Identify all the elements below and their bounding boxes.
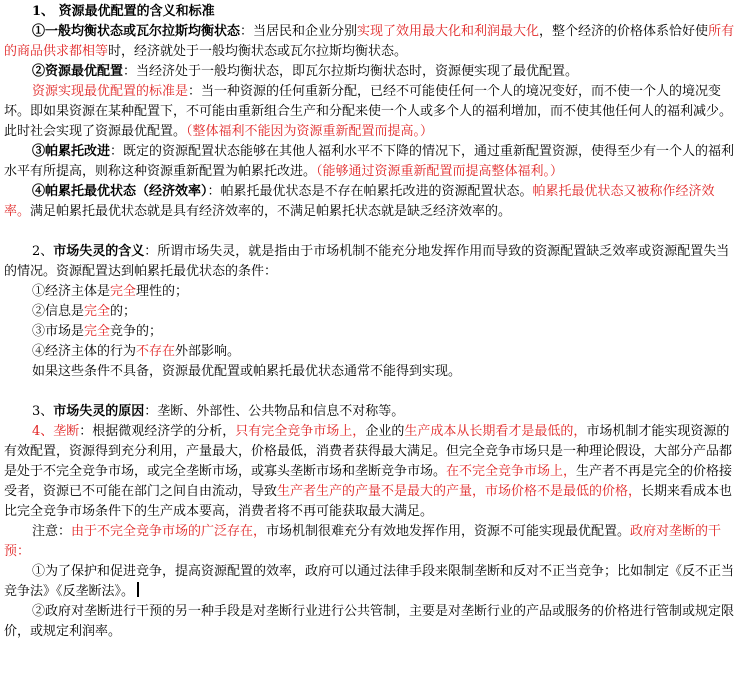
term-pareto-optimal: ④帕累托最优状态（经济效率） xyxy=(32,184,208,199)
highlight-economic-efficiency: 帕累托最优状态又被称作经济效率。 xyxy=(4,184,715,219)
intervention-1 xyxy=(4,562,736,602)
market-failure-definition-paragraph xyxy=(4,242,736,282)
pareto-optimal-paragraph xyxy=(4,182,736,222)
text: ④经济主体的行为 xyxy=(32,344,137,359)
text: 企业的 xyxy=(365,424,405,439)
highlight-utility-profit-max: 实现了效用最大化和利润最大化 xyxy=(357,24,540,39)
note-label: 注意： xyxy=(32,524,72,539)
term-monopoly: 4、垄断 xyxy=(32,424,80,439)
text: ，整个经济的价格体系恰好使 xyxy=(539,24,709,39)
section-1-title: 1、 资源最优配置的含义和标准 xyxy=(32,4,215,19)
optimal-standard-paragraph xyxy=(4,82,736,142)
monopoly-paragraph xyxy=(4,422,736,522)
text: 满足帕累托最优状态就是具有经济效率的，不满足帕累托状态就是缺乏经济效率的。 xyxy=(30,204,512,219)
text: ：帕累托最优状态是不存在帕累托改进的资源配置状态。 xyxy=(207,184,533,199)
text: 理性的； xyxy=(136,284,189,299)
highlight-imperfect-widespread: 由于不完全竞争市场的广泛存在， xyxy=(71,524,267,539)
optimal-allocation-paragraph xyxy=(4,62,736,82)
text: 市场机制才能实现资源的有效配置，资源得到充分利用，产量最大，价格最低，消费者获得最大满足。但完全竞争市场只是一种理论假设，大部分产品都是处于不完全竞争市场，或完全垄断市场，或寡头垄断市场和垄断竞争市场。 xyxy=(4,424,733,479)
highlight-complete: 完全 xyxy=(110,284,137,299)
conditions-conclusion xyxy=(4,362,736,382)
text: 外部影响。 xyxy=(175,344,241,359)
text: ①经济主体是 xyxy=(32,284,111,299)
spacer xyxy=(4,222,736,242)
highlight-note-improve-welfare: （能够通过资源重新配置而提高整体福利。） xyxy=(316,164,564,179)
highlight-not-max-output: 生产者生产的产量不是最大的产量，市场价格不是最低的价格， xyxy=(277,484,642,499)
text: ：当经济处于一般均衡状态，即瓦尔拉斯均衡状态时，资源便实现了最优配置。 xyxy=(123,64,579,79)
text: 长期来看成本也比完全竞争市场条件下的生产成本要高，消费者将不再可能获取最大满足。 xyxy=(4,484,733,519)
spacer xyxy=(4,382,736,402)
text: 如果这些条件不具备，资源最优配置或帕累托最优状态通常不能得到实现。 xyxy=(32,364,462,379)
highlight-imperfect-competition: 在不完全竞争市场上， xyxy=(446,464,577,479)
text: ③市场是 xyxy=(32,324,85,339)
term-general-equilibrium: ①一般均衡状态或瓦尔拉斯均衡状态 xyxy=(32,24,241,39)
market-failure-causes-heading xyxy=(4,402,736,422)
text: ：当居民和企业分别 xyxy=(240,24,358,39)
highlight-supply-demand-equal: 所有的商品供求都相等 xyxy=(4,24,735,59)
section-1-heading xyxy=(4,2,736,22)
general-equilibrium-paragraph xyxy=(4,22,736,62)
highlight-government-intervention: 政府对垄断的干预： xyxy=(4,524,722,559)
text: ②政府对垄断进行干预的另一种手段是对垄断行业进行公共管制，主要是对垄断行业的产品或服务的价格进行管制或规定限价，或规定利润率。 xyxy=(4,604,735,639)
text: 生产者不再是完全的价格接受者，资源已不可能在部门之间自由流动，导致 xyxy=(4,464,733,499)
text: 时，经济就处于一般均衡状态或瓦尔拉斯均衡状态。 xyxy=(108,44,408,59)
note-paragraph xyxy=(4,522,736,562)
condition-4 xyxy=(4,342,736,362)
highlight-perfect-competition: 只有完全竞争市场上， xyxy=(235,424,366,439)
text: ：既定的资源配置状态能够在其他人福利水平不下降的情况下，通过重新配置资源，使得至少有一个人的福利水平有所提高，则称这种资源重新配置为帕累托改进。 xyxy=(4,144,735,179)
condition-1 xyxy=(4,282,736,302)
text: ①为了保护和促进竞争，提高资源配置的效率，政府可以通过法律手段来限制垄断和反对不正当竞争；比如制定《反不正当竞争法》《反垄断法》。 xyxy=(4,564,735,599)
text: 竞争的； xyxy=(110,324,163,339)
text: ：所谓市场失灵，就是指由于市场机制不能充分地发挥作用而导致的资源配置缺乏效率或资源配置失当的情况。资源配置达到帕累托最优状态的条件： xyxy=(4,244,730,279)
term-pareto-improvement: ③帕累托改进 xyxy=(32,144,111,159)
text: ：当一种资源的任何重新分配，已经不可能使任何一个人的境况变好，而不使一个人的境况变坏。即如果资源在某种配置下，不可能由重新组合生产和分配来使一个人或多个人的福利增加，而不使其他任何人的福利减少。此时社会实现了资源最优配置。 xyxy=(4,84,733,139)
highlight-complete: 完全 xyxy=(84,324,111,339)
text: 的； xyxy=(110,304,137,319)
highlight-not-exist: 不存在 xyxy=(136,344,176,359)
text: 市场机制很难充分有效地发挥作用，资源不可能实现最优配置。 xyxy=(266,524,631,539)
section-2-number: 2、 xyxy=(32,244,54,259)
text: ②信息是 xyxy=(32,304,85,319)
highlight-lowest-cost: 生产成本从长期看才是最低的， xyxy=(404,424,587,439)
term-market-failure-causes: 市场失灵的原因 xyxy=(53,404,145,419)
intervention-2 xyxy=(4,602,736,642)
condition-2 xyxy=(4,302,736,322)
text: ：垄断、外部性、公共物品和信息不对称等。 xyxy=(144,404,405,419)
term-optimal-allocation: ②资源最优配置 xyxy=(32,64,124,79)
highlight-note-welfare: （整体福利不能因为资源重新配置而提高。） xyxy=(186,124,434,139)
highlight-complete: 完全 xyxy=(84,304,111,319)
text-cursor xyxy=(137,582,139,597)
section-3-number: 3、 xyxy=(32,404,54,419)
text: ：根据微观经济学的分析， xyxy=(79,424,236,439)
condition-3 xyxy=(4,322,736,342)
term-market-failure: 市场失灵的含义 xyxy=(53,244,145,259)
highlight-optimal-standard: 资源实现最优配置的标准是 xyxy=(32,84,189,99)
pareto-improvement-paragraph xyxy=(4,142,736,182)
